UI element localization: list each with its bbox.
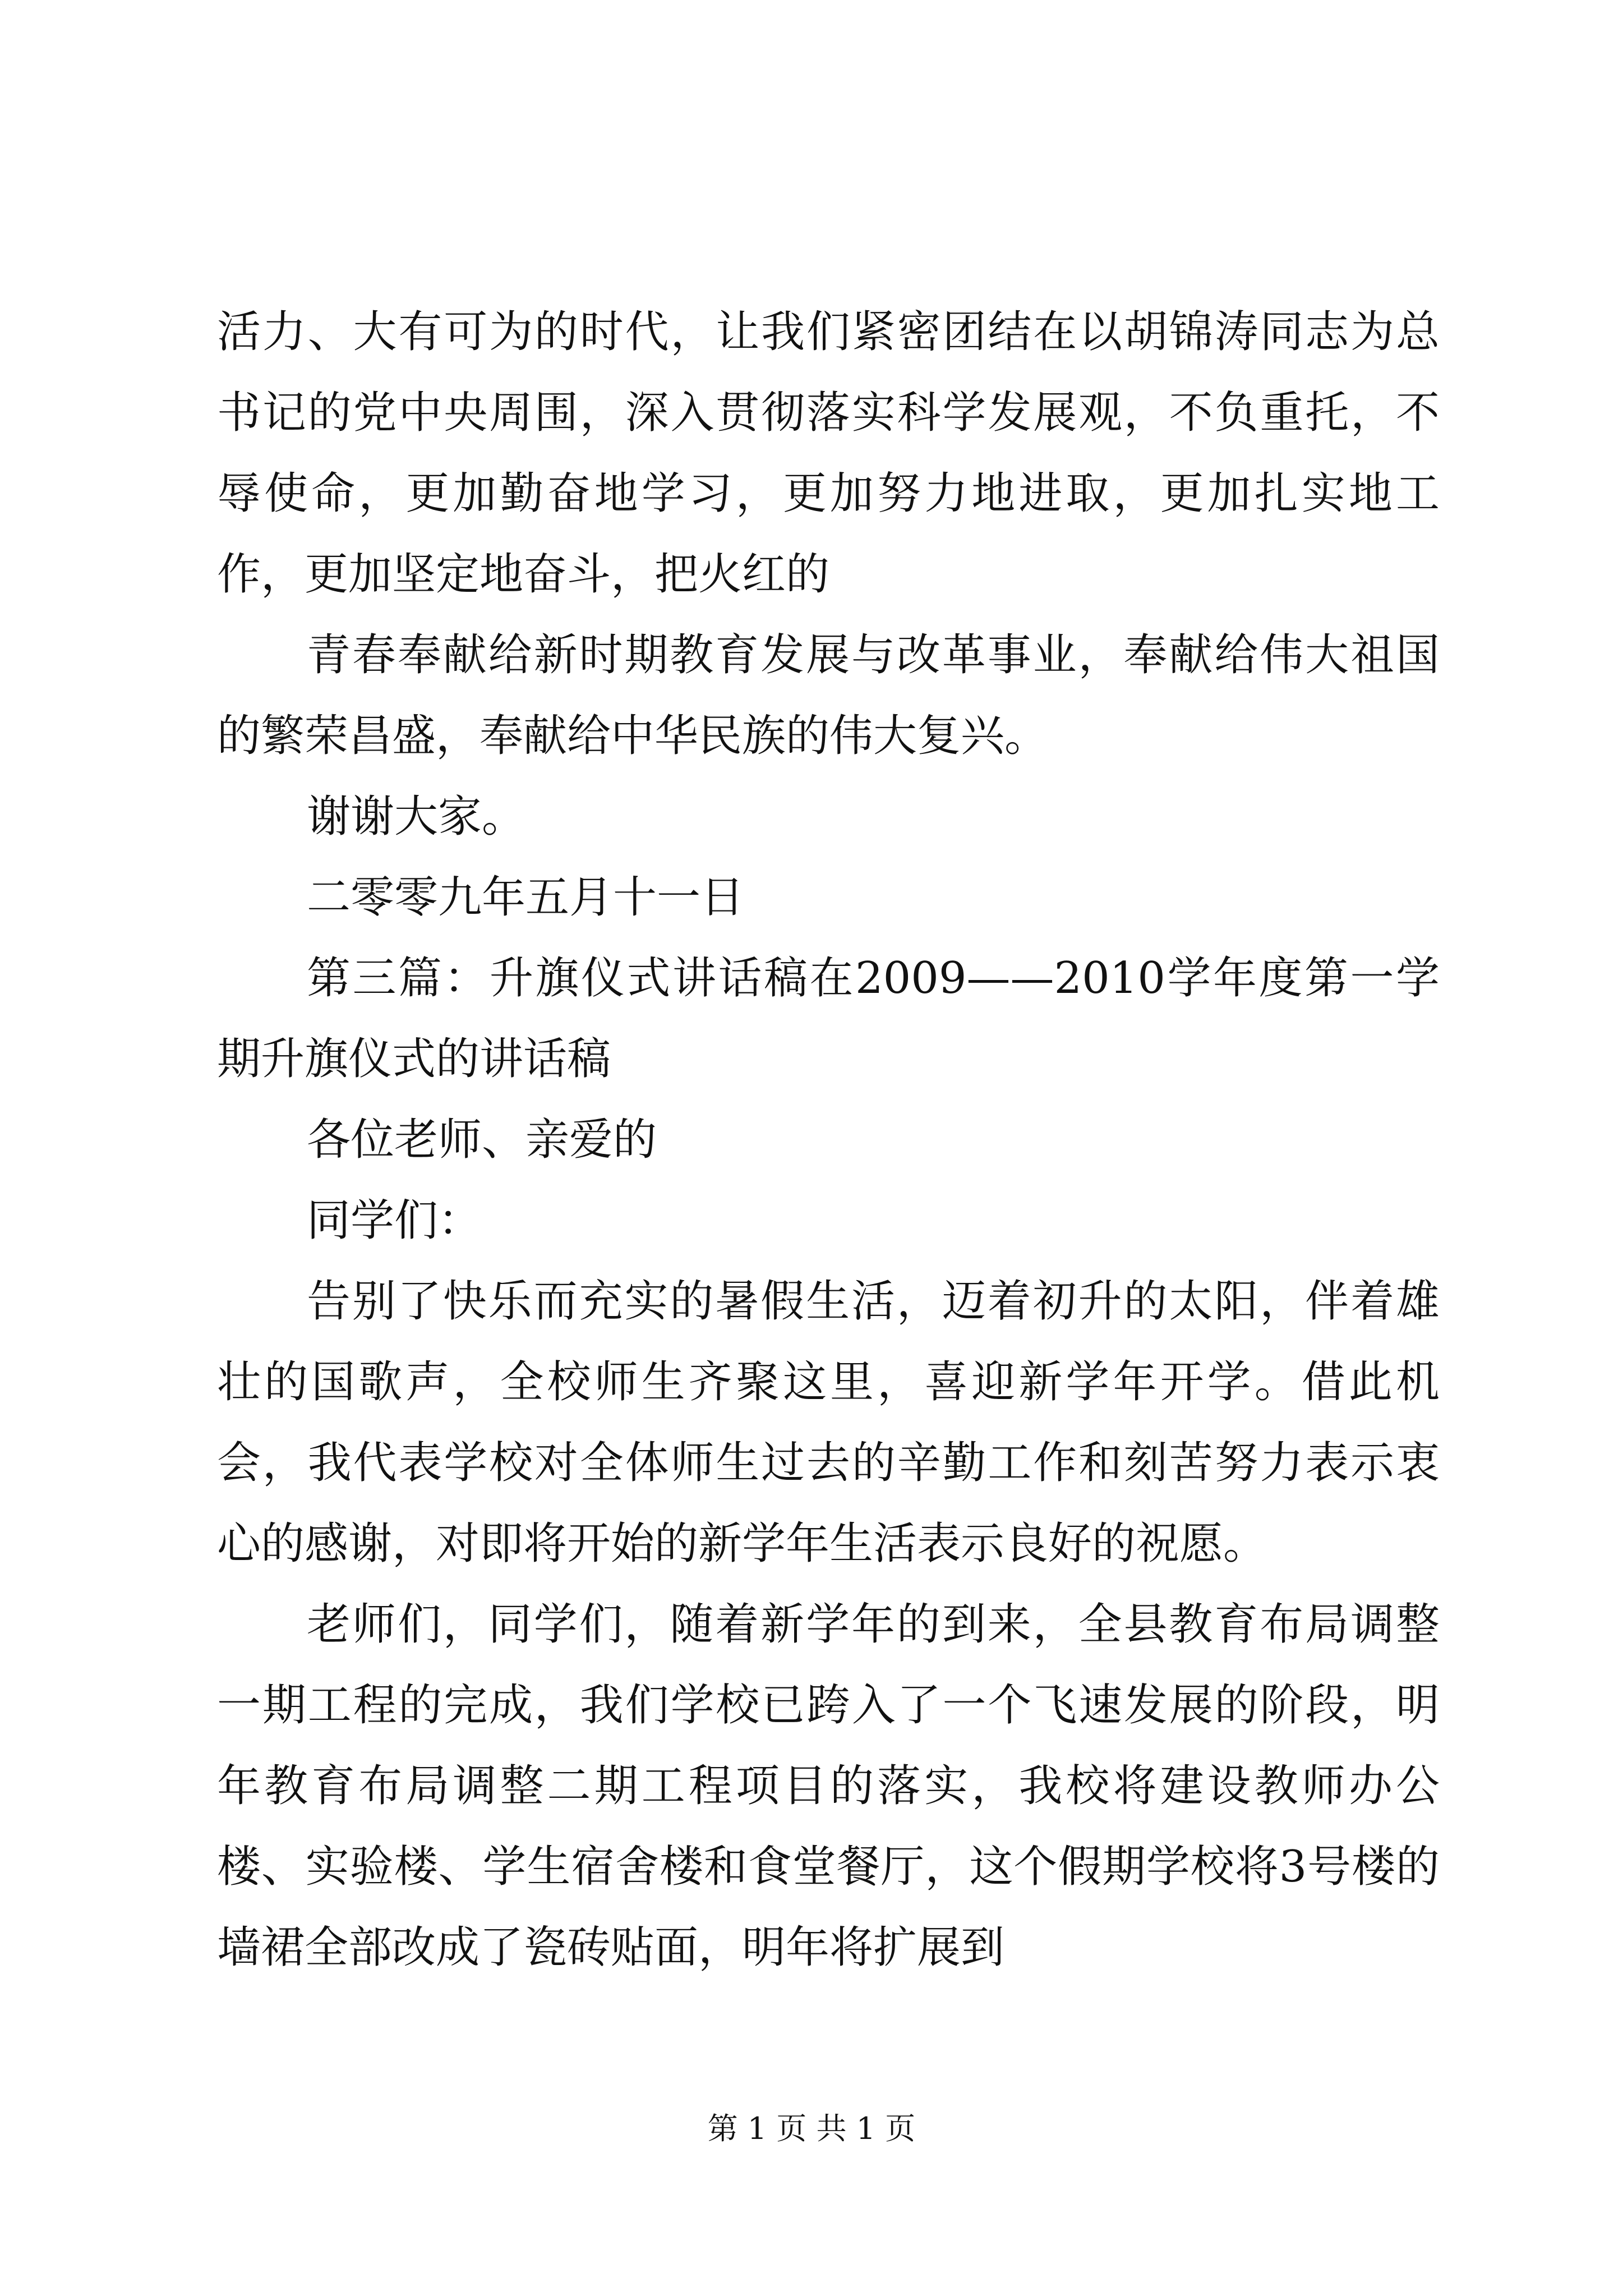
paragraph-4-date: 二零零九年五月十一日 [307, 872, 745, 923]
paragraph-7-salutation: 同学们： [307, 1195, 482, 1246]
paragraph-6-salutation: 各位老师、亲爱的 [307, 1115, 657, 1165]
page-footer: 第 1 页 共 1 页 [707, 2111, 916, 2146]
paragraph-2: 青春奉献给新时期教育发展与改革事业，奉献给伟大祖国的繁荣昌盛，奉献给中华民族的伟大复兴。 [217, 630, 1440, 761]
paragraph-8: 告别了快乐而充实的暑假生活，迈着初升的太阳，伴着雄壮的国歌声，全校师生齐聚这里，喜迎新学年开学。借此机会，我代表学校对全体师生过去的辛勤工作和刻苦努力表示衷心的感谢，对即将开始的新学年生活表示良好的祝愿。 [217, 1276, 1440, 1569]
document-body [217, 292, 1440, 1988]
paragraph-9: 老师们，同学们，随着新学年的到来，全县教育布局调整一期工程的完成，我们学校已跨入了一个飞速发展的阶段，明年教育布局调整二期工程项目的落实，我校将建设教师办公楼、实验楼、学生宿舍楼和食堂餐厅，这个假期学校将3号楼的墙裙全部改成了瓷砖贴面，明年将扩展到 [217, 1599, 1440, 1973]
paragraph-1: 活力、大有可为的时代，让我们紧密团结在以胡锦涛同志为总书记的党中央周围，深入贯彻落实科学发展观，不负重托，不辱使命，更加勤奋地学习，更加努力地进取，更加扎实地工作，更加坚定地奋斗，把火红的 [217, 307, 1440, 600]
paragraph-3: 谢谢大家。 [307, 792, 526, 842]
paragraph-5-section-title: 第三篇：升旗仪式讲话稿在2009——2010学年度第一学期升旗仪式的讲话稿 [217, 953, 1440, 1084]
